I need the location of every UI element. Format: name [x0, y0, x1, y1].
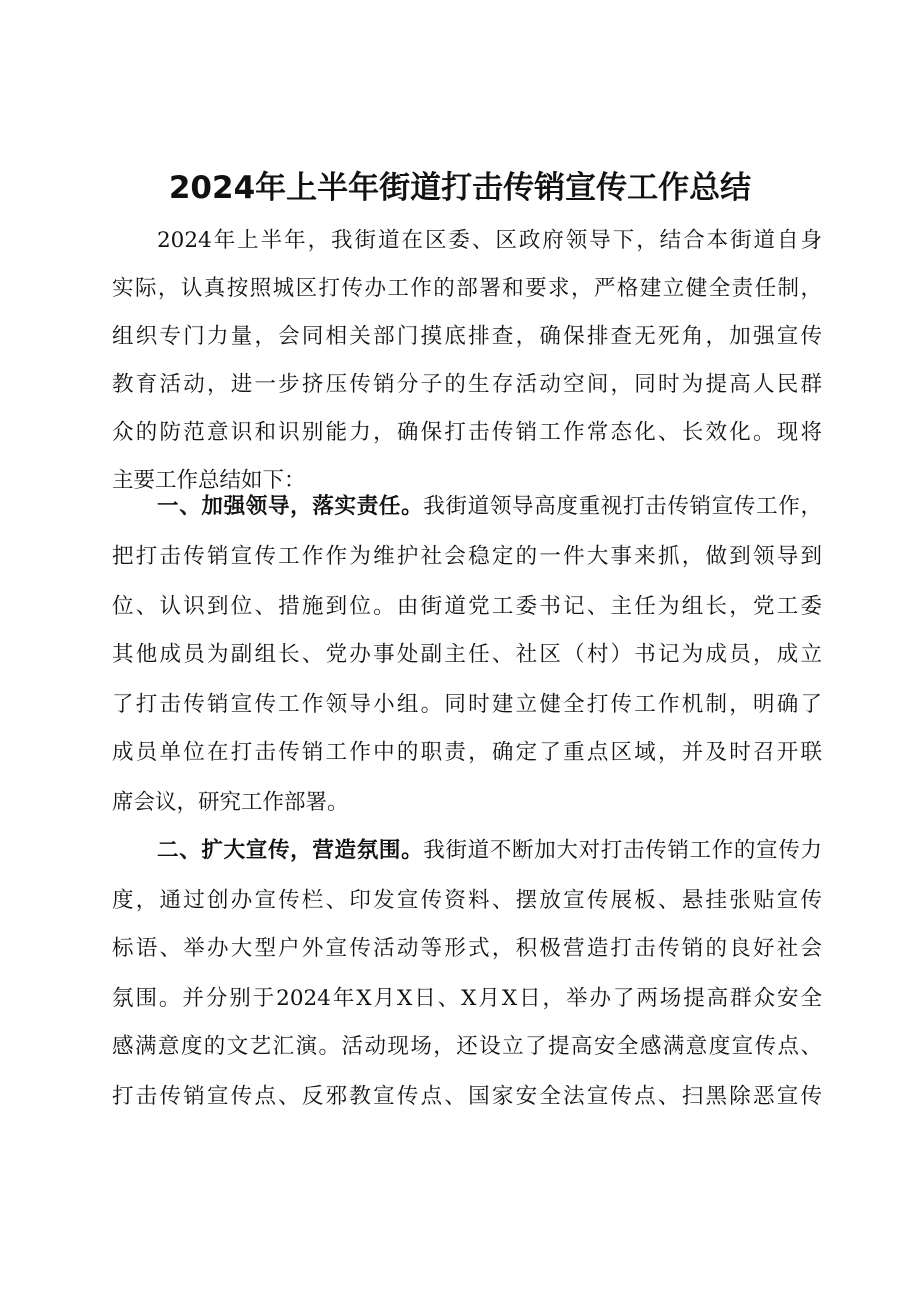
paragraph-2-line-4: 其他成员为副组长、党办事处副主任、社区（村）书记为成员，成立 — [112, 642, 822, 667]
section-heading-2: 二、扩大宣传，营造氛围。 — [157, 838, 424, 863]
paragraph-2-line-1 — [157, 482, 822, 532]
paragraph-2-line-2: 把打击传销宣传工作作为维护社会稳定的一件大事来抓，做到领导到 — [112, 544, 822, 569]
paragraph-2-line-5: 了打击传销宣传工作领导小组。同时建立健全打传工作机制，明确了 — [112, 692, 822, 717]
paragraph-1-line-2: 实际，认真按照城区打传办工作的部署和要求，严格建立健全责任制， — [112, 276, 822, 301]
paragraph-1-line-4: 教育活动，进一步挤压传销分子的生存活动空间，同时为提高人民群 — [112, 372, 822, 397]
paragraph-2-line-6: 成员单位在打击传销工作中的职责，确定了重点区域，并及时召开联 — [112, 740, 822, 765]
paragraph-3-line-2: 度，通过创办宣传栏、印发宣传资料、摆放宣传展板、悬挂张贴宣传 — [112, 888, 822, 913]
document-title: 2024年上半年街道打击传销宣传工作总结 — [168, 170, 752, 206]
paragraph-3-line-1 — [157, 826, 822, 876]
paragraph-2-line-1-text: 我街道领导高度重视打击传销宣传工作， — [423, 494, 822, 519]
paragraph-1-line-1: 2024年上半年，我街道在区委、区政府领导下，结合本街道自身 — [157, 228, 822, 253]
paragraph-3-line-5: 感满意度的文艺汇演。活动现场，还设立了提高安全感满意度宣传点、 — [112, 1034, 822, 1059]
paragraph-1-line-6: 主要工作总结如下： — [112, 468, 306, 493]
paragraph-3-line-3: 标语、举办大型户外宣传活动等形式，积极营造打击传销的良好社会 — [112, 936, 822, 961]
paragraph-2-line-7: 席会议，研究工作部署。 — [112, 790, 349, 815]
paragraph-1-line-5: 众的防范意识和识别能力，确保打击传销工作常态化、长效化。现将 — [112, 420, 822, 445]
paragraph-3-line-1-text: 我街道不断加大对打击传销工作的宣传力 — [423, 838, 822, 863]
paragraph-1-line-3: 组织专门力量，会同相关部门摸底排查，确保排查无死角，加强宣传 — [112, 324, 822, 349]
paragraph-2-line-3: 位、认识到位、措施到位。由街道党工委书记、主任为组长，党工委 — [112, 594, 822, 619]
section-heading-1: 一、加强领导，落实责任。 — [157, 494, 424, 519]
paragraph-3-line-4: 氛围。并分别于2024年X月X日、X月X日，举办了两场提高群众安全 — [112, 986, 822, 1011]
paragraph-3-line-6: 打击传销宣传点、反邪教宣传点、国家安全法宣传点、扫黑除恶宣传 — [112, 1084, 822, 1109]
